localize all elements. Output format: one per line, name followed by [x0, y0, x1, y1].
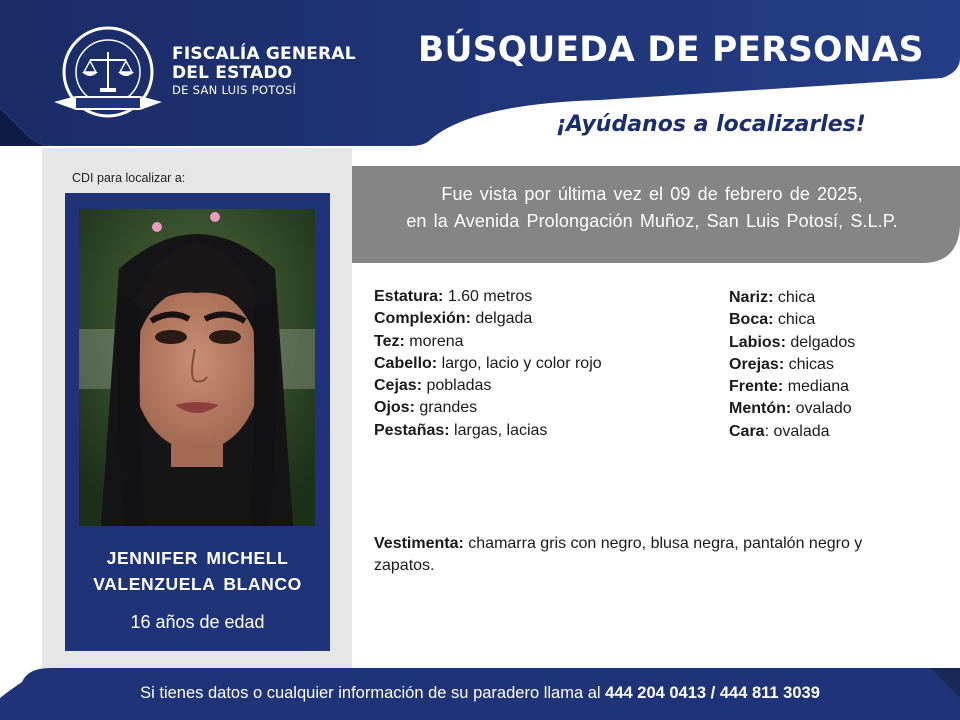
feature-label: Ojos:	[374, 399, 415, 417]
cdi-label: CDI para localizar a:	[72, 171, 186, 185]
fiscalia-seal-icon	[52, 24, 164, 124]
agency-line-2: DEL ESTADO	[172, 63, 293, 83]
feature-label: Estatura:	[374, 288, 444, 305]
feature-value: largo, lacio y color rojo	[441, 354, 602, 372]
feature-value: pobladas	[426, 377, 492, 395]
feature-value: grandes	[419, 399, 478, 417]
feature-nose	[729, 287, 855, 309]
feature-height	[374, 286, 602, 308]
missing-person-photo	[79, 209, 315, 526]
last-seen-date: Fue vista por última vez el 09 de febrero de 2025,	[441, 184, 863, 204]
header-banner	[0, 0, 960, 148]
feature-value: mediana	[787, 378, 850, 396]
last-seen-location: en la Avenida Prolongación Muñoz, San Luis Potosí, S.L.P.	[406, 211, 898, 231]
agency-name	[172, 45, 356, 98]
feature-label: Pestañas:	[374, 421, 450, 439]
feature-label: Cabello:	[374, 354, 438, 372]
agency-line-1: FISCALÍA GENERAL	[172, 44, 356, 64]
feature-label: Nariz:	[729, 289, 774, 306]
feature-eyebrows	[374, 375, 602, 397]
clothing-description	[374, 533, 894, 577]
feature-label: Tez:	[374, 332, 405, 350]
person-name	[65, 545, 330, 597]
feature-face	[729, 421, 855, 443]
clothing-value: chamarra gris con negro, blusa negra, pantalón negro y zapatos.	[374, 535, 863, 574]
feature-label: Mentón:	[729, 400, 792, 418]
agency-line-3: DE SAN LUIS POTOSÍ	[172, 83, 297, 97]
feature-value: 1.60 metros	[447, 288, 533, 305]
feature-value: chica	[777, 311, 816, 329]
feature-chin	[729, 398, 855, 420]
feature-lips	[729, 332, 855, 354]
clothing-label: Vestimenta:	[374, 535, 464, 552]
feature-label: Cejas:	[374, 377, 423, 395]
feature-value: chicas	[788, 355, 834, 373]
feature-forehead	[729, 376, 855, 398]
feature-value: largas, lacias	[454, 421, 548, 439]
feature-value: delgada	[475, 310, 533, 328]
feature-label: Boca:	[729, 311, 774, 329]
footer-phone-numbers[interactable]: 444 204 0413 / 444 811 3039	[605, 684, 820, 702]
feature-build	[374, 308, 602, 330]
feature-value: : ovalada	[764, 422, 830, 440]
page-title: BÚSQUEDA DE PERSONAS	[418, 30, 924, 70]
footer-contact	[0, 684, 960, 703]
footer-message: Si tienes datos o cualquier información de su paradero llama al	[140, 684, 601, 702]
feature-label: Labios:	[729, 333, 786, 351]
feature-mouth	[729, 309, 855, 331]
feature-value: morena	[409, 332, 464, 350]
person-age: 16 años de edad	[130, 612, 265, 632]
feature-label: Complexión:	[374, 310, 471, 328]
feature-label: Frente:	[729, 378, 784, 396]
page-subtitle: ¡Ayúdanos a localizarles!	[556, 112, 866, 137]
features-left-list	[374, 286, 602, 442]
feature-value: delgados	[790, 333, 856, 351]
feature-ears	[729, 354, 855, 376]
feature-value: ovalado	[795, 400, 852, 418]
feature-hair	[374, 353, 602, 375]
feature-label: Orejas:	[729, 355, 785, 373]
feature-value: chica	[777, 289, 816, 306]
last-seen-text	[352, 181, 952, 235]
feature-label: Cara	[729, 422, 765, 440]
feature-eyes	[374, 397, 602, 419]
feature-skin	[374, 331, 602, 353]
feature-eyelashes	[374, 420, 602, 442]
features-right-list	[729, 287, 855, 443]
person-name-line-1: JENNIFER MICHELL	[106, 548, 289, 568]
person-name-line-2: VALENZUELA BLANCO	[93, 574, 302, 594]
